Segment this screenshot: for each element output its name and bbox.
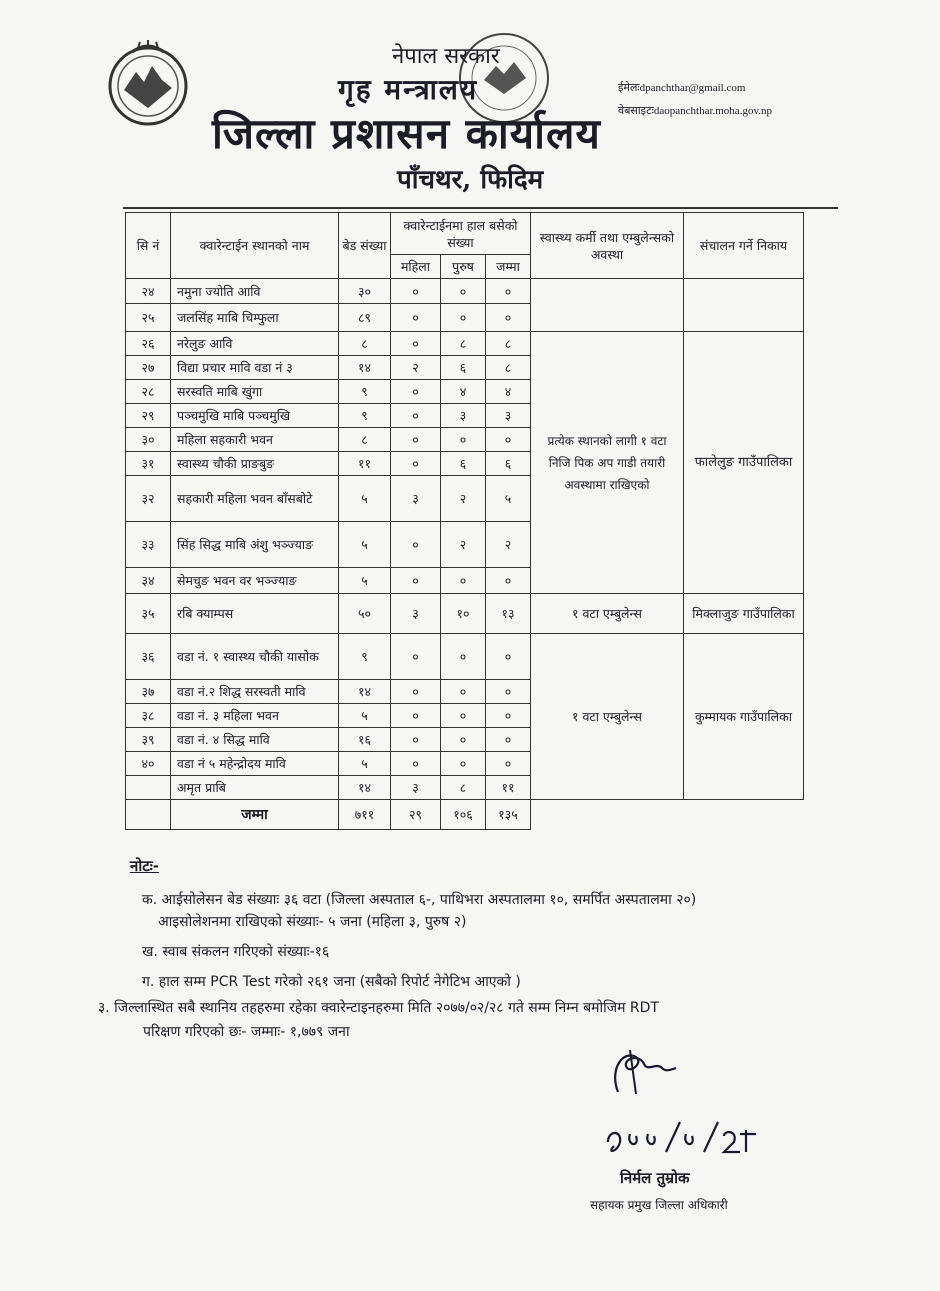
header-ministry: गृह मन्त्रालय xyxy=(338,73,479,106)
website-label: वेबसाइटः xyxy=(618,105,654,117)
header-govt: नेपाल सरकार xyxy=(392,44,500,69)
header-male: पुरुष xyxy=(441,255,486,279)
table-row: ३५ रबि क्याम्पस ५० ३ १० १३ १ वटा एम्बुलेन्स मिक्लाजुङ गाउँपालिका xyxy=(126,594,804,634)
table-row: ३२ सहकारी महिला भवन बाँसबोटे ५ ३ २ ५ xyxy=(126,476,804,522)
note-three: ३. जिल्लास्थित सबै स्थानिय तहहरुमा रहेका क्वारेन्टाइनहरुमा मिति २०७७/०२/२८ गते सम्म निम्न बमोजिम RDT xyxy=(98,1000,659,1016)
table-total-row xyxy=(126,800,804,830)
table-row: ३१ स्वास्थ्य चौकी प्राङबुङ ११ ० ६ ६ xyxy=(126,452,804,476)
header-operator: संचालन गर्ने निकाय xyxy=(684,213,804,279)
total-label: जम्मा xyxy=(171,800,339,830)
table-row: ३७ वडा नं.२ शिद्ध सरस्वती मावि १४ ० ० ० xyxy=(126,680,804,704)
header-name: क्वारेन्टाईन स्थानको नाम xyxy=(171,213,339,279)
header-health: स्वास्थ्य कर्मी तथा एम्बुलेन्सको अवस्था xyxy=(531,213,684,279)
table-row: २७ विद्या प्रचार मावि वडा नं ३ १४ २ ६ ८ xyxy=(126,356,804,380)
website-value[interactable]: daopanchthar.moha.gov.np xyxy=(653,105,772,117)
group3-health: १ वटा एम्बुलेन्स xyxy=(531,634,684,800)
header-total: जम्मा xyxy=(486,255,531,279)
note-ga: ग. हाल सम्म PCR Test गरेको २६१ जना (सबैको रिपोर्ट नेगेटिभ आएको ) xyxy=(142,974,521,990)
email-value[interactable]: dpanchthar@gmail.com xyxy=(639,82,746,94)
table-row: ३८ वडा नं. ३ महिला भवन ५ ० ० ० xyxy=(126,704,804,728)
table-row: २६ नरेलुङ आवि ८ ० ८ ८ प्रत्येक स्थानको लागी १ वटा निजि पिक अप गाडी तयारी अवस्थामा राखिएको फालेलुङ गाउँपालिका xyxy=(126,332,804,356)
contact-website xyxy=(618,103,772,118)
header-sn: सि नं xyxy=(126,213,171,279)
signatory-name: निर्मल तुम्रोक xyxy=(620,1169,690,1187)
group2-operator: मिक्लाजुङ गाउँपालिका xyxy=(684,594,804,634)
signature-icon xyxy=(600,1042,690,1102)
table-row: ३४ सेमचुङ भवन वर भञ्ज्याङ ५ ० ० ० xyxy=(126,568,804,594)
table-row: ३६ वडा नं. १ स्वास्थ्य चौकी यासोक ९ ० ० ० १ वटा एम्बुलेन्स कुम्मायक गाउँपालिका xyxy=(126,634,804,680)
table-row: २४ नमुना ज्योति आवि ३० ० ० ० xyxy=(126,279,804,304)
group2-health: १ वटा एम्बुलेन्स xyxy=(531,594,684,634)
table-row: २८ सरस्वति माबि खुंगा ९ ० ४ ४ xyxy=(126,380,804,404)
header-current: क्वारेन्टाईनमा हाल बसेको संख्या xyxy=(391,213,531,255)
table-row: २९ पञ्चमुखि माबि पञ्चमुखि ९ ० ३ ३ xyxy=(126,404,804,428)
note-ka: क. आईसोलेसन बेड संख्याः ३६ वटा (जिल्ला अस्पताल ६-, पाथिभरा अस्पतालमा १०, समर्पित अस्पतालमा २०) xyxy=(142,892,697,908)
note-kha: ख. स्वाब संकलन गरिएको संख्याः-१६ xyxy=(142,944,330,960)
total-male: १०६ xyxy=(441,800,486,830)
note-three2: परिक्षण गरिएको छः- जम्माः- १,७७९ जना xyxy=(143,1024,350,1040)
note-ka2: आइसोलेशनमा राखिएको संख्याः- ५ जना (महिला ३, पुरुष २) xyxy=(158,914,467,930)
quarantine-table xyxy=(125,212,804,830)
group3-operator: कुम्मायक गाउँपालिका xyxy=(684,634,804,800)
handwritten-date-icon xyxy=(600,1112,760,1162)
blank-health-cell xyxy=(531,279,684,332)
group1-health: प्रत्येक स्थानको लागी १ वटा निजि पिक अप गाडी तयारी अवस्थामा राखिएको xyxy=(531,332,684,594)
table-row: अमृत प्राबि १४ ३ ८ ११ xyxy=(126,776,804,800)
header-divider xyxy=(123,207,838,209)
total-beds: ७११ xyxy=(339,800,391,830)
header-beds: बेड संख्या xyxy=(339,213,391,279)
header-female: महिला xyxy=(391,255,441,279)
signatory-title: सहायक प्रमुख जिल्ला अधिकारी xyxy=(590,1198,728,1212)
blank-operator-cell xyxy=(684,279,804,332)
total-total: १३५ xyxy=(486,800,531,830)
email-label: ईमेलः xyxy=(618,82,640,94)
contact-email xyxy=(618,80,745,95)
total-female: २९ xyxy=(391,800,441,830)
header-place: पाँचथर, फिदिम xyxy=(397,165,544,195)
group1-operator: फालेलुङ गाउँपालिका xyxy=(684,332,804,594)
nepal-emblem-icon xyxy=(102,38,194,130)
table-row: ३३ सिंह सिद्ध माबि अंशु भञ्ज्याङ ५ ० २ २ xyxy=(126,522,804,568)
header-office: जिल्ला प्रशासन कार्यालय xyxy=(212,109,601,158)
table-row: ४० वडा नं ५ महेन्द्रोदय मावि ५ ० ० ० xyxy=(126,752,804,776)
table-row: २५ जलसिंह माबि चिम्फुला ८९ ० ० ० xyxy=(126,304,804,332)
notes-title: नोटः- xyxy=(130,857,160,875)
table-row: ३० महिला सहकारी भवन ८ ० ० ० xyxy=(126,428,804,452)
table-row: ३९ वडा नं. ४ सिद्ध मावि १६ ० ० ० xyxy=(126,728,804,752)
